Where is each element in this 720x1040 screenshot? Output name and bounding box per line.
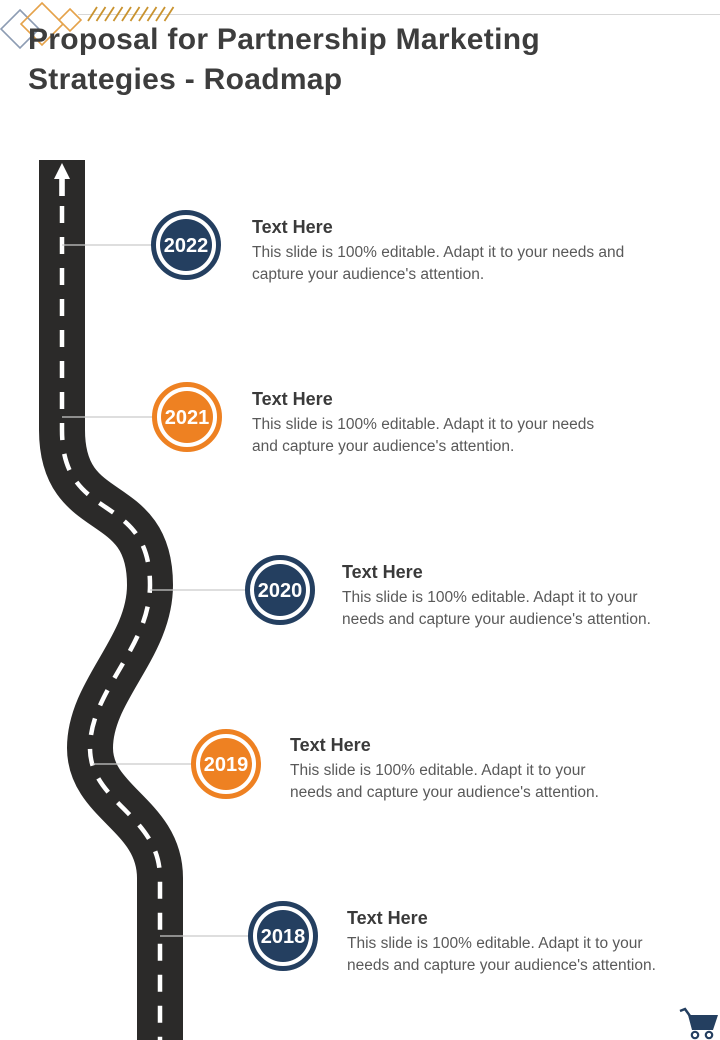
timeline-entry-2022: [252, 216, 650, 285]
shopping-cart-icon: [678, 1006, 720, 1040]
year-label: 2022: [163, 235, 209, 257]
entry-heading: Text Here: [290, 735, 371, 755]
year-label: 2021: [164, 407, 210, 429]
page-title: Proposal for Partnership Marketing Strategies - Roadmap: [28, 23, 540, 96]
entry-body: This slide is 100% editable. Adapt it to your needs and capture your audience's attention.: [252, 244, 625, 283]
year-badge-2018: [247, 900, 319, 972]
entry-body: This slide is 100% editable. Adapt it to your needs and capture your audience's attention.: [342, 589, 651, 628]
entry-heading: Text Here: [342, 562, 423, 582]
entry-body: This slide is 100% editable. Adapt it to your needs and capture your audience's attention.: [290, 762, 599, 801]
entry-heading: Text Here: [252, 389, 333, 409]
road-path: [62, 160, 160, 1040]
year-badge-2022: [150, 209, 222, 281]
entry-body: This slide is 100% editable. Adapt it to your needs and capture your audience's attention.: [347, 935, 656, 974]
entry-body: This slide is 100% editable. Adapt it to your needs and capture your audience's attention.: [252, 416, 595, 455]
timeline-entry-2018: [347, 907, 662, 976]
timeline-entry-2021: [252, 388, 608, 457]
year-label: 2018: [260, 926, 306, 948]
year-badge-2020: [244, 554, 316, 626]
entry-heading: Text Here: [252, 217, 333, 237]
entry-heading: Text Here: [347, 908, 428, 928]
year-badge-2019: [190, 728, 262, 800]
timeline-entry-2020: [342, 561, 657, 630]
year-label: 2020: [257, 580, 303, 602]
year-badge-2021: [151, 381, 223, 453]
timeline-entry-2019: [290, 734, 605, 803]
year-label: 2019: [203, 754, 249, 776]
